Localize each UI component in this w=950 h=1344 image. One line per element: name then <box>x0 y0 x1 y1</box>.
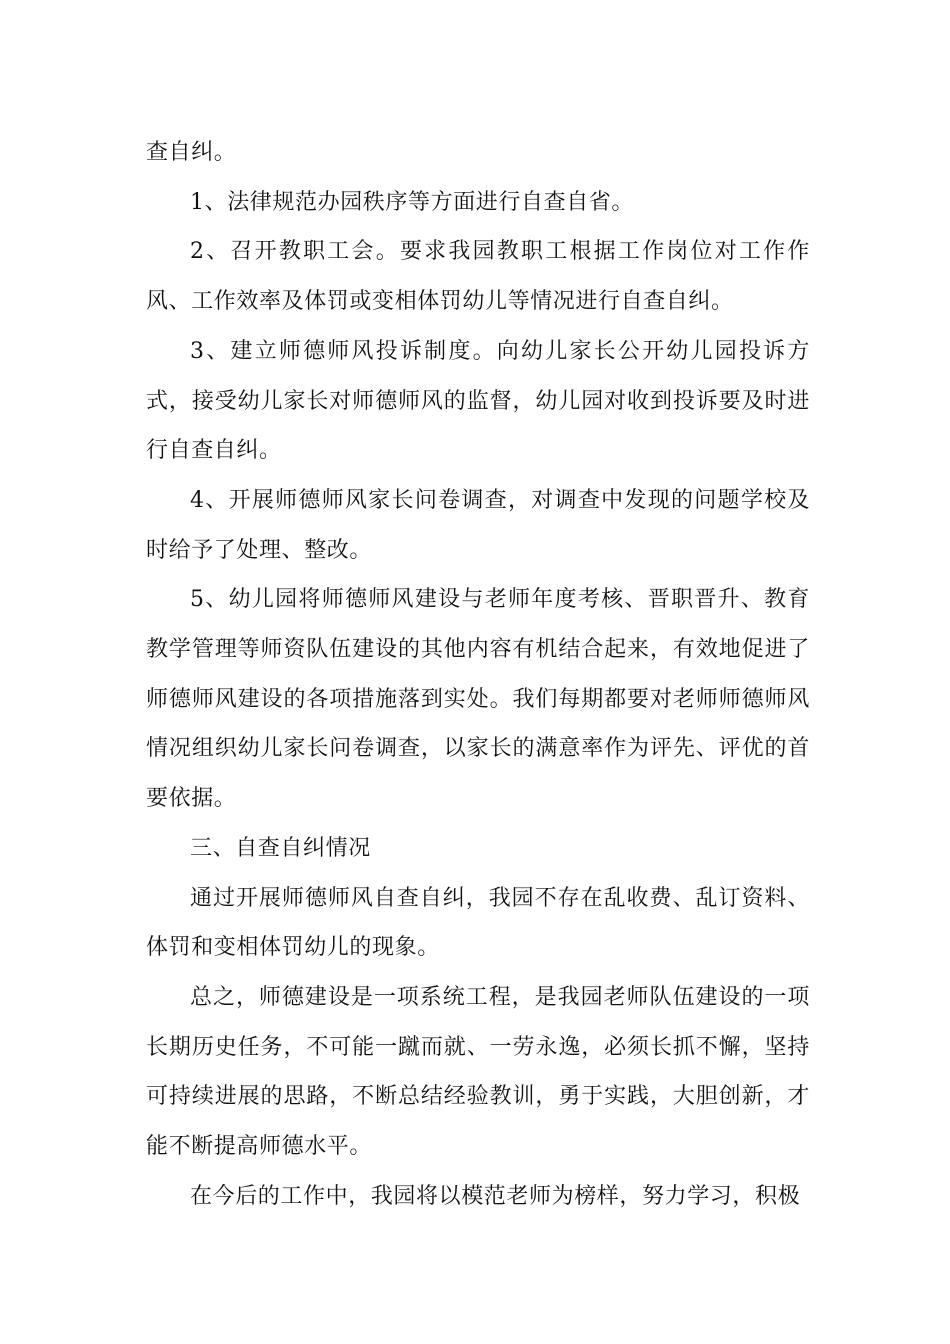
paragraph-future: 在今后的工作中，我园将以模范老师为榜样，努力学习，积极 <box>190 1183 801 1209</box>
paragraph-continuation: 查自纠。 <box>146 140 237 165</box>
paragraph-item-1: 1、法律规范办园秩序等方面进行自查自省。 <box>190 189 634 215</box>
document-body <box>146 128 810 1221</box>
paragraph-item-4: 4、开展师德师风家长问卷调查，对调查中发现的问题学校及时给予了处理、整改。 <box>146 487 810 563</box>
paragraph-item-3: 3、建立师德师风投诉制度。向幼儿家长公开幼儿园投诉方式，接受幼儿家长对师德师风的监督，幼儿园对收到投诉要及时进行自查自纠。 <box>146 338 810 464</box>
paragraph-item-5: 5、幼儿园将师德师风建设与老师年度考核、晋职晋升、教育教学管理等师资队伍建设的其他内容有机结合起来，有效地促进了师德师风建设的各项措施落到实处。我们每期都要对老师师德师风情况组织幼儿家长问卷调查，以家长的满意率作为评先、评优的首要依据。 <box>146 587 810 812</box>
paragraph-summary: 总之，师德建设是一项系统工程，是我园老师队伍建设的一项长期历史任务，不可能一蹴而就、一劳永逸，必须长抓不懈，坚持可持续进展的思路，不断总结经验教训，勇于实践，大胆创新，才能不断提高师德水平。 <box>146 984 810 1160</box>
section-heading: 三、自查自纠情况 <box>190 835 371 861</box>
paragraph-findings: 通过开展师德师风自查自纠，我园不存在乱收费、乱订资料、体罚和变相体罚幼儿的现象。 <box>146 885 810 961</box>
paragraph-item-2: 2、召开教职工会。要求我园教职工根据工作岗位对工作作风、工作效率及体罚或变相体罚幼儿等情况进行自查自纠。 <box>146 239 810 315</box>
